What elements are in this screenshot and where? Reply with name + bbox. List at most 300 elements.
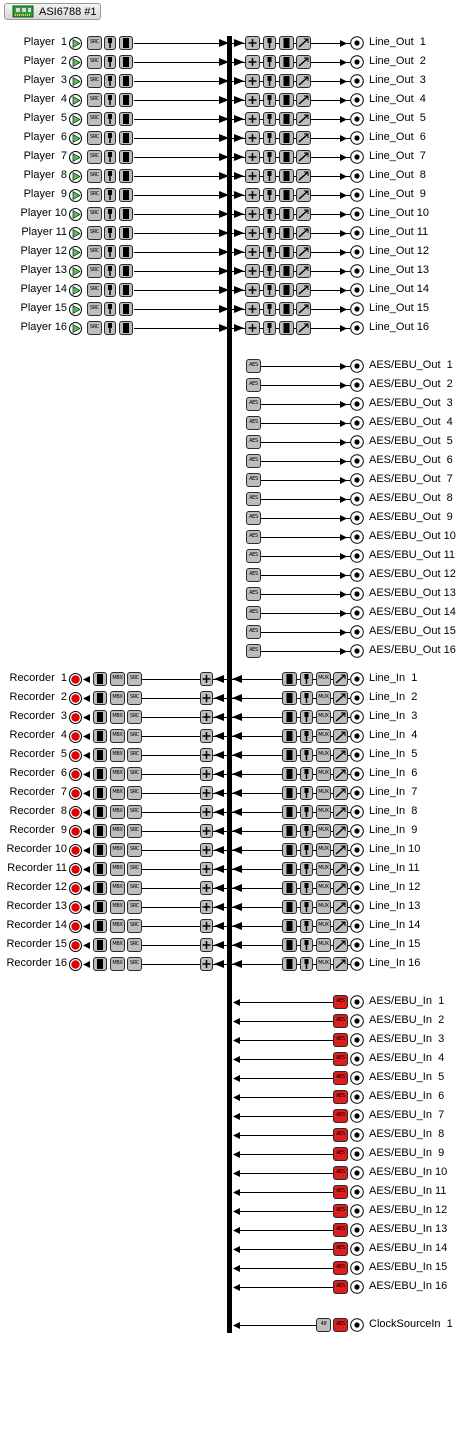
jack-icon[interactable] [350, 1147, 364, 1161]
meter-button[interactable] [282, 748, 297, 762]
fader-button[interactable] [104, 283, 116, 297]
meter-button[interactable] [279, 169, 294, 183]
plus-button[interactable] [245, 93, 260, 107]
block-button[interactable] [316, 957, 331, 971]
block-button[interactable] [316, 919, 331, 933]
volume-button[interactable] [333, 767, 348, 781]
meter-button[interactable] [93, 919, 107, 933]
meter-button[interactable] [93, 691, 107, 705]
meter-button[interactable] [282, 824, 297, 838]
adapter-tab[interactable] [4, 3, 101, 20]
plus-button[interactable] [200, 862, 213, 876]
aes-in-button[interactable] [333, 1109, 348, 1123]
fader-button[interactable] [104, 55, 116, 69]
fader-button[interactable] [263, 226, 276, 240]
meter-button[interactable] [279, 150, 294, 164]
jack-icon[interactable] [350, 900, 364, 914]
meter-button[interactable] [93, 786, 107, 800]
fader-button[interactable] [104, 264, 116, 278]
jack-icon[interactable] [350, 492, 364, 506]
fader-button[interactable] [263, 321, 276, 335]
block-button[interactable] [110, 672, 125, 686]
aes-in-button[interactable] [333, 1014, 348, 1028]
play-icon[interactable] [69, 208, 82, 221]
fader-button[interactable] [104, 131, 116, 145]
jack-icon[interactable] [350, 691, 364, 705]
plus-button[interactable] [200, 729, 213, 743]
jack-icon[interactable] [350, 1242, 364, 1256]
meter-button[interactable] [279, 321, 294, 335]
plus-button[interactable] [200, 786, 213, 800]
block-button[interactable] [127, 691, 142, 705]
jack-icon[interactable] [350, 1052, 364, 1066]
jack-icon[interactable] [350, 378, 364, 392]
aes-in-button[interactable] [333, 1052, 348, 1066]
block-button[interactable] [246, 625, 261, 639]
fader-button[interactable] [300, 881, 313, 895]
fader-button[interactable] [263, 207, 276, 221]
meter-button[interactable] [119, 112, 133, 126]
record-icon[interactable] [69, 920, 82, 933]
meter-button[interactable] [119, 93, 133, 107]
aes-in-button[interactable] [333, 1128, 348, 1142]
meter-button[interactable] [282, 919, 297, 933]
meter-button[interactable] [282, 843, 297, 857]
jack-icon[interactable] [350, 1090, 364, 1104]
block-button[interactable] [316, 824, 331, 838]
jack-icon[interactable] [350, 397, 364, 411]
fader-button[interactable] [104, 74, 116, 88]
fader-button[interactable] [300, 786, 313, 800]
meter-button[interactable] [279, 283, 294, 297]
play-icon[interactable] [69, 151, 82, 164]
block-button[interactable] [110, 919, 125, 933]
block-button[interactable] [246, 397, 261, 411]
meter-button[interactable] [282, 900, 297, 914]
block-button[interactable] [316, 881, 331, 895]
fader-button[interactable] [104, 169, 116, 183]
jack-icon[interactable] [350, 805, 364, 819]
plus-button[interactable] [245, 112, 260, 126]
plus-button[interactable] [245, 131, 260, 145]
fader-button[interactable] [300, 805, 313, 819]
meter-button[interactable] [279, 93, 294, 107]
volume-button[interactable] [296, 245, 311, 259]
fader-button[interactable] [263, 245, 276, 259]
meter-button[interactable] [282, 786, 297, 800]
record-icon[interactable] [69, 939, 82, 952]
record-icon[interactable] [69, 863, 82, 876]
volume-button[interactable] [296, 36, 311, 50]
meter-button[interactable] [119, 188, 133, 202]
plus-button[interactable] [245, 74, 260, 88]
plus-button[interactable] [200, 767, 213, 781]
fader-button[interactable] [263, 302, 276, 316]
jack-icon[interactable] [350, 188, 364, 202]
volume-button[interactable] [296, 131, 311, 145]
meter-button[interactable] [279, 131, 294, 145]
meter-button[interactable] [119, 169, 133, 183]
volume-button[interactable] [333, 729, 348, 743]
aes-in-button[interactable] [333, 1261, 348, 1275]
jack-icon[interactable] [350, 74, 364, 88]
block-button[interactable] [316, 672, 331, 686]
meter-button[interactable] [279, 55, 294, 69]
block-button[interactable] [110, 729, 125, 743]
meter-button[interactable] [279, 302, 294, 316]
block-button[interactable] [316, 767, 331, 781]
play-icon[interactable] [69, 75, 82, 88]
block-button[interactable] [246, 568, 261, 582]
block-button[interactable] [246, 606, 261, 620]
aes-in-button[interactable] [333, 1318, 348, 1332]
block-button[interactable] [110, 957, 125, 971]
play-icon[interactable] [69, 227, 82, 240]
block-button[interactable] [246, 454, 261, 468]
jack-icon[interactable] [350, 1204, 364, 1218]
volume-button[interactable] [296, 93, 311, 107]
block-button[interactable] [127, 843, 142, 857]
block-button[interactable] [87, 93, 102, 107]
record-icon[interactable] [69, 749, 82, 762]
block-button[interactable] [127, 710, 142, 724]
volume-button[interactable] [333, 691, 348, 705]
meter-button[interactable] [93, 824, 107, 838]
jack-icon[interactable] [350, 1128, 364, 1142]
meter-button[interactable] [93, 748, 107, 762]
volume-button[interactable] [296, 188, 311, 202]
aes-in-button[interactable] [333, 1090, 348, 1104]
fader-button[interactable] [104, 93, 116, 107]
meter-button[interactable] [119, 245, 133, 259]
fader-button[interactable] [300, 938, 313, 952]
block-button[interactable] [127, 938, 142, 952]
plus-button[interactable] [200, 843, 213, 857]
jack-icon[interactable] [350, 302, 364, 316]
jack-icon[interactable] [350, 729, 364, 743]
play-icon[interactable] [69, 37, 82, 50]
meter-button[interactable] [282, 862, 297, 876]
block-button[interactable] [127, 919, 142, 933]
plus-button[interactable] [245, 302, 260, 316]
meter-button[interactable] [279, 264, 294, 278]
block-button[interactable] [316, 729, 331, 743]
meter-button[interactable] [93, 900, 107, 914]
fader-button[interactable] [263, 74, 276, 88]
jack-icon[interactable] [350, 226, 364, 240]
block-button[interactable] [316, 748, 331, 762]
jack-icon[interactable] [350, 587, 364, 601]
block-button[interactable] [110, 938, 125, 952]
plus-button[interactable] [245, 321, 260, 335]
plus-button[interactable] [245, 264, 260, 278]
jack-icon[interactable] [350, 549, 364, 563]
play-icon[interactable] [69, 132, 82, 145]
fader-button[interactable] [300, 957, 313, 971]
block-button[interactable] [127, 748, 142, 762]
jack-icon[interactable] [350, 1166, 364, 1180]
jack-icon[interactable] [350, 1318, 364, 1332]
block-button[interactable] [246, 511, 261, 525]
play-icon[interactable] [69, 113, 82, 126]
record-icon[interactable] [69, 730, 82, 743]
block-button[interactable] [127, 957, 142, 971]
plus-button[interactable] [245, 226, 260, 240]
jack-icon[interactable] [350, 644, 364, 658]
play-icon[interactable] [69, 189, 82, 202]
plus-button[interactable] [200, 805, 213, 819]
jack-icon[interactable] [350, 93, 364, 107]
record-icon[interactable] [69, 901, 82, 914]
play-icon[interactable] [69, 94, 82, 107]
block-button[interactable] [316, 691, 331, 705]
block-button[interactable] [246, 416, 261, 430]
record-icon[interactable] [69, 806, 82, 819]
jack-icon[interactable] [350, 1071, 364, 1085]
volume-button[interactable] [333, 805, 348, 819]
meter-button[interactable] [119, 226, 133, 240]
block-button[interactable] [316, 843, 331, 857]
volume-button[interactable] [296, 302, 311, 316]
volume-button[interactable] [296, 283, 311, 297]
jack-icon[interactable] [350, 511, 364, 525]
block-button[interactable] [110, 767, 125, 781]
plus-button[interactable] [200, 900, 213, 914]
aes-in-button[interactable] [333, 1185, 348, 1199]
plus-button[interactable] [200, 748, 213, 762]
block-button[interactable] [127, 729, 142, 743]
block-button[interactable] [127, 824, 142, 838]
jack-icon[interactable] [350, 1033, 364, 1047]
block-button[interactable] [316, 900, 331, 914]
block-button[interactable] [110, 900, 125, 914]
aes-in-button[interactable] [333, 1033, 348, 1047]
jack-icon[interactable] [350, 1185, 364, 1199]
play-icon[interactable] [69, 265, 82, 278]
block-button[interactable] [110, 843, 125, 857]
volume-button[interactable] [333, 938, 348, 952]
block-button[interactable] [246, 473, 261, 487]
plus-button[interactable] [200, 957, 213, 971]
play-icon[interactable] [69, 303, 82, 316]
jack-icon[interactable] [350, 36, 364, 50]
block-button[interactable] [127, 862, 142, 876]
block-button[interactable] [87, 321, 102, 335]
record-icon[interactable] [69, 692, 82, 705]
jack-icon[interactable] [350, 112, 364, 126]
block-button[interactable] [316, 938, 331, 952]
block-button[interactable] [127, 881, 142, 895]
meter-button[interactable] [282, 881, 297, 895]
meter-button[interactable] [119, 131, 133, 145]
block-button[interactable] [316, 1318, 331, 1332]
meter-button[interactable] [279, 207, 294, 221]
volume-button[interactable] [296, 264, 311, 278]
block-button[interactable] [110, 691, 125, 705]
volume-button[interactable] [333, 900, 348, 914]
jack-icon[interactable] [350, 1223, 364, 1237]
meter-button[interactable] [282, 767, 297, 781]
volume-button[interactable] [296, 226, 311, 240]
fader-button[interactable] [263, 93, 276, 107]
volume-button[interactable] [296, 112, 311, 126]
jack-icon[interactable] [350, 625, 364, 639]
fader-button[interactable] [300, 919, 313, 933]
meter-button[interactable] [93, 767, 107, 781]
play-icon[interactable] [69, 322, 82, 335]
block-button[interactable] [246, 549, 261, 563]
meter-button[interactable] [282, 805, 297, 819]
block-button[interactable] [127, 786, 142, 800]
jack-icon[interactable] [350, 1280, 364, 1294]
volume-button[interactable] [333, 672, 348, 686]
plus-button[interactable] [245, 283, 260, 297]
block-button[interactable] [87, 112, 102, 126]
block-button[interactable] [246, 492, 261, 506]
jack-icon[interactable] [350, 957, 364, 971]
plus-button[interactable] [245, 188, 260, 202]
block-button[interactable] [110, 748, 125, 762]
block-button[interactable] [87, 245, 102, 259]
fader-button[interactable] [104, 150, 116, 164]
record-icon[interactable] [69, 711, 82, 724]
block-button[interactable] [87, 264, 102, 278]
record-icon[interactable] [69, 787, 82, 800]
aes-in-button[interactable] [333, 1242, 348, 1256]
fader-button[interactable] [263, 55, 276, 69]
meter-button[interactable] [93, 843, 107, 857]
fader-button[interactable] [104, 207, 116, 221]
plus-button[interactable] [200, 881, 213, 895]
record-icon[interactable] [69, 825, 82, 838]
jack-icon[interactable] [350, 786, 364, 800]
block-button[interactable] [87, 169, 102, 183]
block-button[interactable] [110, 805, 125, 819]
block-button[interactable] [87, 226, 102, 240]
record-icon[interactable] [69, 958, 82, 971]
fader-button[interactable] [104, 245, 116, 259]
meter-button[interactable] [279, 226, 294, 240]
jack-icon[interactable] [350, 824, 364, 838]
volume-button[interactable] [296, 321, 311, 335]
block-button[interactable] [246, 359, 261, 373]
fader-button[interactable] [263, 188, 276, 202]
jack-icon[interactable] [350, 710, 364, 724]
play-icon[interactable] [69, 170, 82, 183]
meter-button[interactable] [93, 862, 107, 876]
block-button[interactable] [127, 805, 142, 819]
block-button[interactable] [316, 805, 331, 819]
fader-button[interactable] [300, 729, 313, 743]
volume-button[interactable] [333, 843, 348, 857]
jack-icon[interactable] [350, 881, 364, 895]
jack-icon[interactable] [350, 938, 364, 952]
volume-button[interactable] [333, 881, 348, 895]
plus-button[interactable] [200, 691, 213, 705]
volume-button[interactable] [333, 957, 348, 971]
jack-icon[interactable] [350, 150, 364, 164]
block-button[interactable] [246, 644, 261, 658]
volume-button[interactable] [333, 710, 348, 724]
meter-button[interactable] [282, 710, 297, 724]
volume-button[interactable] [296, 74, 311, 88]
meter-button[interactable] [93, 957, 107, 971]
fader-button[interactable] [263, 283, 276, 297]
block-button[interactable] [87, 74, 102, 88]
jack-icon[interactable] [350, 606, 364, 620]
meter-button[interactable] [93, 881, 107, 895]
jack-icon[interactable] [350, 1014, 364, 1028]
block-button[interactable] [127, 767, 142, 781]
fader-button[interactable] [263, 150, 276, 164]
block-button[interactable] [110, 862, 125, 876]
meter-button[interactable] [119, 302, 133, 316]
plus-button[interactable] [245, 55, 260, 69]
fader-button[interactable] [300, 824, 313, 838]
jack-icon[interactable] [350, 919, 364, 933]
jack-icon[interactable] [350, 995, 364, 1009]
fader-button[interactable] [263, 169, 276, 183]
meter-button[interactable] [282, 672, 297, 686]
volume-button[interactable] [333, 824, 348, 838]
record-icon[interactable] [69, 673, 82, 686]
fader-button[interactable] [263, 36, 276, 50]
jack-icon[interactable] [350, 131, 364, 145]
record-icon[interactable] [69, 768, 82, 781]
aes-in-button[interactable] [333, 995, 348, 1009]
volume-button[interactable] [296, 169, 311, 183]
meter-button[interactable] [93, 672, 107, 686]
jack-icon[interactable] [350, 359, 364, 373]
aes-in-button[interactable] [333, 1166, 348, 1180]
plus-button[interactable] [245, 36, 260, 50]
block-button[interactable] [87, 36, 102, 50]
block-button[interactable] [110, 786, 125, 800]
meter-button[interactable] [119, 55, 133, 69]
meter-button[interactable] [282, 691, 297, 705]
block-button[interactable] [246, 587, 261, 601]
record-icon[interactable] [69, 882, 82, 895]
aes-in-button[interactable] [333, 1071, 348, 1085]
jack-icon[interactable] [350, 283, 364, 297]
jack-icon[interactable] [350, 568, 364, 582]
plus-button[interactable] [200, 919, 213, 933]
jack-icon[interactable] [350, 321, 364, 335]
block-button[interactable] [246, 530, 261, 544]
fader-button[interactable] [104, 226, 116, 240]
fader-button[interactable] [263, 131, 276, 145]
fader-button[interactable] [104, 36, 116, 50]
meter-button[interactable] [93, 805, 107, 819]
block-button[interactable] [110, 710, 125, 724]
aes-in-button[interactable] [333, 1147, 348, 1161]
block-button[interactable] [87, 131, 102, 145]
meter-button[interactable] [119, 150, 133, 164]
jack-icon[interactable] [350, 454, 364, 468]
block-button[interactable] [246, 378, 261, 392]
plus-button[interactable] [200, 938, 213, 952]
fader-button[interactable] [300, 691, 313, 705]
fader-button[interactable] [263, 264, 276, 278]
fader-button[interactable] [300, 900, 313, 914]
block-button[interactable] [87, 55, 102, 69]
block-button[interactable] [246, 435, 261, 449]
volume-button[interactable] [296, 150, 311, 164]
plus-button[interactable] [245, 169, 260, 183]
volume-button[interactable] [333, 862, 348, 876]
jack-icon[interactable] [350, 1109, 364, 1123]
volume-button[interactable] [333, 786, 348, 800]
